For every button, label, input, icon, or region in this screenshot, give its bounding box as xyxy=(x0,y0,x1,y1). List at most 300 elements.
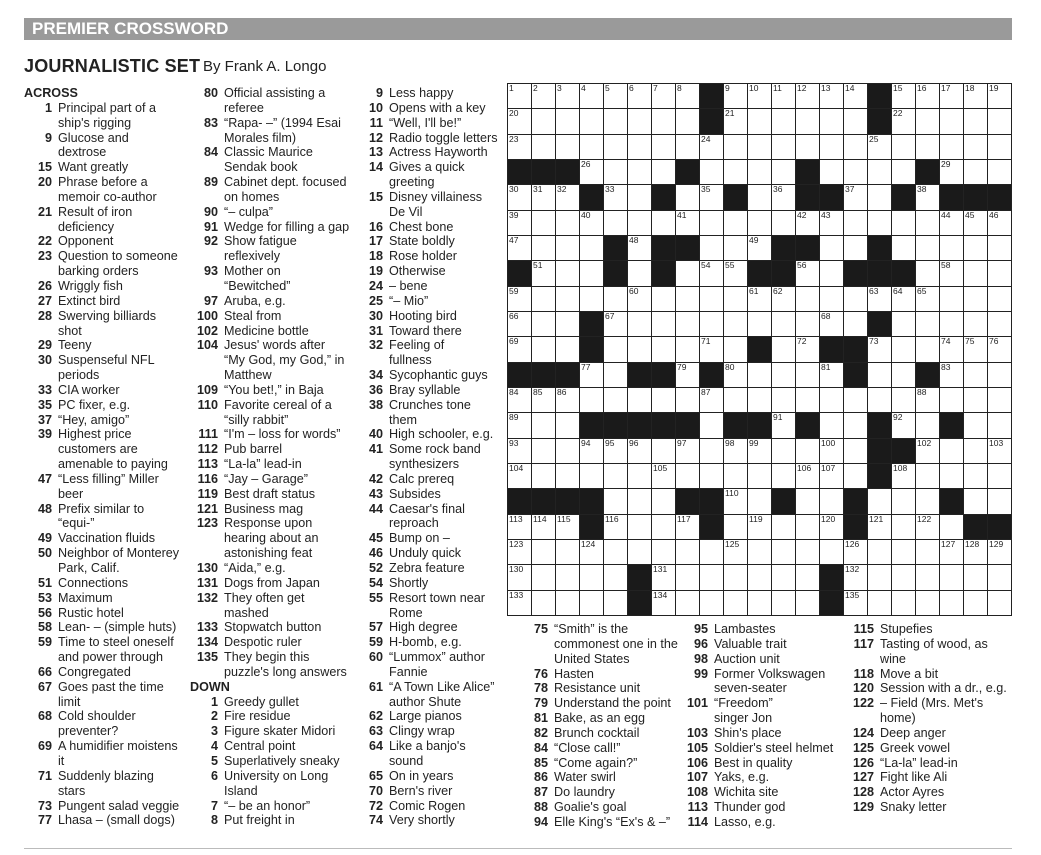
grid-cell[interactable] xyxy=(580,135,603,159)
grid-cell[interactable] xyxy=(604,160,627,184)
grid-cell[interactable] xyxy=(604,464,627,488)
grid-cell[interactable] xyxy=(988,287,1011,311)
grid-cell[interactable] xyxy=(892,236,915,260)
grid-cell[interactable] xyxy=(964,565,987,589)
grid-cell[interactable] xyxy=(988,211,1011,235)
grid-cell[interactable] xyxy=(508,337,531,361)
grid-cell[interactable] xyxy=(580,464,603,488)
grid-cell[interactable] xyxy=(724,515,747,539)
grid-cell[interactable] xyxy=(940,160,963,184)
grid-cell[interactable] xyxy=(604,84,627,108)
grid-cell[interactable] xyxy=(868,591,891,615)
grid-cell[interactable] xyxy=(604,439,627,463)
grid-cell[interactable] xyxy=(772,312,795,336)
grid-cell[interactable] xyxy=(580,565,603,589)
grid-cell[interactable] xyxy=(772,388,795,412)
grid-cell[interactable] xyxy=(652,211,675,235)
grid-cell[interactable] xyxy=(748,464,771,488)
grid-cell[interactable] xyxy=(916,565,939,589)
grid-cell[interactable] xyxy=(532,135,555,159)
grid-cell[interactable] xyxy=(748,236,771,260)
grid-cell[interactable] xyxy=(988,388,1011,412)
grid-cell[interactable] xyxy=(724,287,747,311)
grid-cell[interactable] xyxy=(796,515,819,539)
grid-cell[interactable] xyxy=(796,312,819,336)
grid-cell[interactable] xyxy=(748,363,771,387)
grid-cell[interactable] xyxy=(532,565,555,589)
grid-cell[interactable] xyxy=(844,439,867,463)
grid-cell[interactable] xyxy=(748,135,771,159)
grid-cell[interactable] xyxy=(964,489,987,513)
grid-cell[interactable] xyxy=(556,515,579,539)
grid-cell[interactable] xyxy=(916,591,939,615)
grid-cell[interactable] xyxy=(628,109,651,133)
grid-cell[interactable] xyxy=(724,439,747,463)
crossword-grid[interactable] xyxy=(507,83,1012,616)
grid-cell[interactable] xyxy=(940,565,963,589)
grid-cell[interactable] xyxy=(676,464,699,488)
grid-cell[interactable] xyxy=(772,591,795,615)
grid-cell[interactable] xyxy=(604,337,627,361)
grid-cell[interactable] xyxy=(964,337,987,361)
grid-cell[interactable] xyxy=(892,515,915,539)
grid-cell[interactable] xyxy=(532,84,555,108)
grid-cell[interactable] xyxy=(508,413,531,437)
grid-cell[interactable] xyxy=(940,591,963,615)
grid-cell[interactable] xyxy=(508,439,531,463)
grid-cell[interactable] xyxy=(868,337,891,361)
grid-cell[interactable] xyxy=(628,236,651,260)
grid-cell[interactable] xyxy=(988,464,1011,488)
grid-cell[interactable] xyxy=(676,287,699,311)
grid-cell[interactable] xyxy=(724,261,747,285)
grid-cell[interactable] xyxy=(844,185,867,209)
grid-cell[interactable] xyxy=(532,211,555,235)
grid-cell[interactable] xyxy=(580,287,603,311)
grid-cell[interactable] xyxy=(820,109,843,133)
grid-cell[interactable] xyxy=(508,135,531,159)
grid-cell[interactable] xyxy=(868,135,891,159)
grid-cell[interactable] xyxy=(724,337,747,361)
grid-cell[interactable] xyxy=(772,439,795,463)
grid-cell[interactable] xyxy=(988,337,1011,361)
grid-cell[interactable] xyxy=(724,388,747,412)
grid-cell[interactable] xyxy=(844,160,867,184)
grid-cell[interactable] xyxy=(748,439,771,463)
grid-cell[interactable] xyxy=(748,489,771,513)
grid-cell[interactable] xyxy=(892,287,915,311)
grid-cell[interactable] xyxy=(964,312,987,336)
grid-cell[interactable] xyxy=(628,287,651,311)
grid-cell[interactable] xyxy=(580,84,603,108)
grid-cell[interactable] xyxy=(676,439,699,463)
grid-cell[interactable] xyxy=(628,185,651,209)
grid-cell[interactable] xyxy=(868,388,891,412)
grid-cell[interactable] xyxy=(988,135,1011,159)
grid-cell[interactable] xyxy=(508,109,531,133)
grid-cell[interactable] xyxy=(508,565,531,589)
grid-cell[interactable] xyxy=(604,591,627,615)
grid-cell[interactable] xyxy=(820,388,843,412)
grid-cell[interactable] xyxy=(628,540,651,564)
grid-cell[interactable] xyxy=(556,337,579,361)
grid-cell[interactable] xyxy=(532,388,555,412)
grid-cell[interactable] xyxy=(868,565,891,589)
grid-cell[interactable] xyxy=(820,312,843,336)
grid-cell[interactable] xyxy=(916,388,939,412)
grid-cell[interactable] xyxy=(844,591,867,615)
grid-cell[interactable] xyxy=(940,135,963,159)
grid-cell[interactable] xyxy=(964,413,987,437)
grid-cell[interactable] xyxy=(772,540,795,564)
grid-cell[interactable] xyxy=(772,160,795,184)
grid-cell[interactable] xyxy=(892,211,915,235)
grid-cell[interactable] xyxy=(844,84,867,108)
grid-cell[interactable] xyxy=(796,211,819,235)
grid-cell[interactable] xyxy=(916,109,939,133)
grid-cell[interactable] xyxy=(556,591,579,615)
grid-cell[interactable] xyxy=(700,388,723,412)
grid-cell[interactable] xyxy=(772,287,795,311)
grid-cell[interactable] xyxy=(508,515,531,539)
grid-cell[interactable] xyxy=(724,363,747,387)
grid-cell[interactable] xyxy=(628,135,651,159)
grid-cell[interactable] xyxy=(940,84,963,108)
grid-cell[interactable] xyxy=(724,211,747,235)
grid-cell[interactable] xyxy=(892,312,915,336)
grid-cell[interactable] xyxy=(532,413,555,437)
grid-cell[interactable] xyxy=(532,540,555,564)
grid-cell[interactable] xyxy=(940,464,963,488)
grid-cell[interactable] xyxy=(748,211,771,235)
grid-cell[interactable] xyxy=(844,565,867,589)
grid-cell[interactable] xyxy=(796,489,819,513)
grid-cell[interactable] xyxy=(676,388,699,412)
grid-cell[interactable] xyxy=(892,160,915,184)
grid-cell[interactable] xyxy=(820,261,843,285)
grid-cell[interactable] xyxy=(916,287,939,311)
grid-cell[interactable] xyxy=(676,312,699,336)
grid-cell[interactable] xyxy=(964,211,987,235)
grid-cell[interactable] xyxy=(844,211,867,235)
grid-cell[interactable] xyxy=(796,135,819,159)
grid-cell[interactable] xyxy=(676,109,699,133)
grid-cell[interactable] xyxy=(988,312,1011,336)
grid-cell[interactable] xyxy=(652,565,675,589)
grid-cell[interactable] xyxy=(580,439,603,463)
grid-cell[interactable] xyxy=(940,515,963,539)
grid-cell[interactable] xyxy=(652,464,675,488)
grid-cell[interactable] xyxy=(724,464,747,488)
grid-cell[interactable] xyxy=(796,591,819,615)
grid-cell[interactable] xyxy=(796,84,819,108)
grid-cell[interactable] xyxy=(556,84,579,108)
grid-cell[interactable] xyxy=(556,413,579,437)
grid-cell[interactable] xyxy=(604,109,627,133)
grid-cell[interactable] xyxy=(724,236,747,260)
grid-cell[interactable] xyxy=(700,185,723,209)
grid-cell[interactable] xyxy=(748,565,771,589)
grid-cell[interactable] xyxy=(604,135,627,159)
grid-cell[interactable] xyxy=(748,515,771,539)
grid-cell[interactable] xyxy=(844,287,867,311)
grid-cell[interactable] xyxy=(556,439,579,463)
grid-cell[interactable] xyxy=(940,388,963,412)
grid-cell[interactable] xyxy=(964,591,987,615)
grid-cell[interactable] xyxy=(628,261,651,285)
grid-cell[interactable] xyxy=(916,540,939,564)
grid-cell[interactable] xyxy=(556,211,579,235)
grid-cell[interactable] xyxy=(508,540,531,564)
grid-cell[interactable] xyxy=(916,413,939,437)
grid-cell[interactable] xyxy=(580,160,603,184)
grid-cell[interactable] xyxy=(988,236,1011,260)
grid-cell[interactable] xyxy=(652,388,675,412)
grid-cell[interactable] xyxy=(820,211,843,235)
grid-cell[interactable] xyxy=(532,439,555,463)
grid-cell[interactable] xyxy=(724,135,747,159)
grid-cell[interactable] xyxy=(964,135,987,159)
grid-cell[interactable] xyxy=(940,337,963,361)
grid-cell[interactable] xyxy=(892,388,915,412)
grid-cell[interactable] xyxy=(988,261,1011,285)
grid-cell[interactable] xyxy=(652,591,675,615)
grid-cell[interactable] xyxy=(820,439,843,463)
grid-cell[interactable] xyxy=(892,464,915,488)
grid-cell[interactable] xyxy=(676,261,699,285)
grid-cell[interactable] xyxy=(628,489,651,513)
grid-cell[interactable] xyxy=(700,261,723,285)
grid-cell[interactable] xyxy=(700,337,723,361)
grid-cell[interactable] xyxy=(940,236,963,260)
grid-cell[interactable] xyxy=(892,337,915,361)
grid-cell[interactable] xyxy=(724,540,747,564)
grid-cell[interactable] xyxy=(796,287,819,311)
grid-cell[interactable] xyxy=(556,261,579,285)
grid-cell[interactable] xyxy=(916,464,939,488)
grid-cell[interactable] xyxy=(916,211,939,235)
grid-cell[interactable] xyxy=(796,565,819,589)
grid-cell[interactable] xyxy=(676,565,699,589)
grid-cell[interactable] xyxy=(508,591,531,615)
grid-cell[interactable] xyxy=(532,337,555,361)
grid-cell[interactable] xyxy=(532,236,555,260)
grid-cell[interactable] xyxy=(652,312,675,336)
grid-cell[interactable] xyxy=(700,464,723,488)
grid-cell[interactable] xyxy=(964,464,987,488)
grid-cell[interactable] xyxy=(652,439,675,463)
grid-cell[interactable] xyxy=(772,464,795,488)
grid-cell[interactable] xyxy=(940,363,963,387)
grid-cell[interactable] xyxy=(748,160,771,184)
grid-cell[interactable] xyxy=(868,185,891,209)
grid-cell[interactable] xyxy=(604,185,627,209)
grid-cell[interactable] xyxy=(772,515,795,539)
grid-cell[interactable] xyxy=(556,388,579,412)
grid-cell[interactable] xyxy=(940,439,963,463)
grid-cell[interactable] xyxy=(964,287,987,311)
grid-cell[interactable] xyxy=(556,464,579,488)
grid-cell[interactable] xyxy=(556,287,579,311)
grid-cell[interactable] xyxy=(652,515,675,539)
grid-cell[interactable] xyxy=(748,540,771,564)
grid-cell[interactable] xyxy=(556,565,579,589)
grid-cell[interactable] xyxy=(724,591,747,615)
grid-cell[interactable] xyxy=(508,185,531,209)
grid-cell[interactable] xyxy=(940,287,963,311)
grid-cell[interactable] xyxy=(604,211,627,235)
grid-cell[interactable] xyxy=(796,363,819,387)
grid-cell[interactable] xyxy=(700,160,723,184)
grid-cell[interactable] xyxy=(628,464,651,488)
grid-cell[interactable] xyxy=(844,464,867,488)
grid-cell[interactable] xyxy=(532,261,555,285)
grid-cell[interactable] xyxy=(892,489,915,513)
grid-cell[interactable] xyxy=(868,211,891,235)
grid-cell[interactable] xyxy=(628,337,651,361)
grid-cell[interactable] xyxy=(532,185,555,209)
grid-cell[interactable] xyxy=(772,109,795,133)
grid-cell[interactable] xyxy=(916,261,939,285)
grid-cell[interactable] xyxy=(724,565,747,589)
grid-cell[interactable] xyxy=(988,540,1011,564)
grid-cell[interactable] xyxy=(628,439,651,463)
grid-cell[interactable] xyxy=(892,413,915,437)
grid-cell[interactable] xyxy=(940,109,963,133)
grid-cell[interactable] xyxy=(772,135,795,159)
grid-cell[interactable] xyxy=(652,540,675,564)
grid-cell[interactable] xyxy=(652,287,675,311)
grid-cell[interactable] xyxy=(988,109,1011,133)
grid-cell[interactable] xyxy=(556,185,579,209)
grid-cell[interactable] xyxy=(652,109,675,133)
grid-cell[interactable] xyxy=(604,363,627,387)
grid-cell[interactable] xyxy=(724,109,747,133)
grid-cell[interactable] xyxy=(988,84,1011,108)
grid-cell[interactable] xyxy=(580,211,603,235)
grid-cell[interactable] xyxy=(868,287,891,311)
grid-cell[interactable] xyxy=(628,211,651,235)
grid-cell[interactable] xyxy=(988,565,1011,589)
grid-cell[interactable] xyxy=(916,337,939,361)
grid-cell[interactable] xyxy=(700,439,723,463)
grid-cell[interactable] xyxy=(772,211,795,235)
grid-cell[interactable] xyxy=(916,489,939,513)
grid-cell[interactable] xyxy=(724,84,747,108)
grid-cell[interactable] xyxy=(988,363,1011,387)
grid-cell[interactable] xyxy=(508,84,531,108)
grid-cell[interactable] xyxy=(532,312,555,336)
grid-cell[interactable] xyxy=(604,515,627,539)
grid-cell[interactable] xyxy=(724,312,747,336)
grid-cell[interactable] xyxy=(556,135,579,159)
grid-cell[interactable] xyxy=(604,312,627,336)
grid-cell[interactable] xyxy=(820,160,843,184)
grid-cell[interactable] xyxy=(748,312,771,336)
grid-cell[interactable] xyxy=(844,135,867,159)
grid-cell[interactable] xyxy=(916,135,939,159)
grid-cell[interactable] xyxy=(556,236,579,260)
grid-cell[interactable] xyxy=(796,439,819,463)
grid-cell[interactable] xyxy=(652,160,675,184)
grid-cell[interactable] xyxy=(676,515,699,539)
grid-cell[interactable] xyxy=(676,84,699,108)
grid-cell[interactable] xyxy=(916,312,939,336)
grid-cell[interactable] xyxy=(700,565,723,589)
grid-cell[interactable] xyxy=(772,185,795,209)
grid-cell[interactable] xyxy=(916,515,939,539)
grid-cell[interactable] xyxy=(892,135,915,159)
grid-cell[interactable] xyxy=(988,591,1011,615)
grid-cell[interactable] xyxy=(916,439,939,463)
grid-cell[interactable] xyxy=(604,489,627,513)
grid-cell[interactable] xyxy=(676,185,699,209)
grid-cell[interactable] xyxy=(652,84,675,108)
grid-cell[interactable] xyxy=(532,591,555,615)
grid-cell[interactable] xyxy=(580,109,603,133)
grid-cell[interactable] xyxy=(508,388,531,412)
grid-cell[interactable] xyxy=(604,287,627,311)
grid-cell[interactable] xyxy=(820,236,843,260)
grid-cell[interactable] xyxy=(796,540,819,564)
grid-cell[interactable] xyxy=(700,287,723,311)
grid-cell[interactable] xyxy=(892,84,915,108)
grid-cell[interactable] xyxy=(652,489,675,513)
grid-cell[interactable] xyxy=(724,160,747,184)
grid-cell[interactable] xyxy=(724,489,747,513)
grid-cell[interactable] xyxy=(628,388,651,412)
grid-cell[interactable] xyxy=(580,540,603,564)
grid-cell[interactable] xyxy=(652,337,675,361)
grid-cell[interactable] xyxy=(964,388,987,412)
grid-cell[interactable] xyxy=(988,160,1011,184)
grid-cell[interactable] xyxy=(748,591,771,615)
grid-cell[interactable] xyxy=(868,160,891,184)
grid-cell[interactable] xyxy=(772,413,795,437)
grid-cell[interactable] xyxy=(844,109,867,133)
grid-cell[interactable] xyxy=(508,312,531,336)
grid-cell[interactable] xyxy=(796,261,819,285)
grid-cell[interactable] xyxy=(508,287,531,311)
grid-cell[interactable] xyxy=(532,464,555,488)
grid-cell[interactable] xyxy=(844,236,867,260)
grid-cell[interactable] xyxy=(580,363,603,387)
grid-cell[interactable] xyxy=(820,84,843,108)
grid-cell[interactable] xyxy=(700,591,723,615)
grid-cell[interactable] xyxy=(964,109,987,133)
grid-cell[interactable] xyxy=(748,84,771,108)
grid-cell[interactable] xyxy=(892,565,915,589)
grid-cell[interactable] xyxy=(940,312,963,336)
grid-cell[interactable] xyxy=(820,489,843,513)
grid-cell[interactable] xyxy=(772,565,795,589)
grid-cell[interactable] xyxy=(700,135,723,159)
grid-cell[interactable] xyxy=(508,464,531,488)
grid-cell[interactable] xyxy=(916,236,939,260)
grid-cell[interactable] xyxy=(964,84,987,108)
grid-cell[interactable] xyxy=(580,261,603,285)
grid-cell[interactable] xyxy=(748,388,771,412)
grid-cell[interactable] xyxy=(916,84,939,108)
grid-cell[interactable] xyxy=(820,540,843,564)
grid-cell[interactable] xyxy=(940,211,963,235)
grid-cell[interactable] xyxy=(700,413,723,437)
grid-cell[interactable] xyxy=(676,591,699,615)
grid-cell[interactable] xyxy=(772,337,795,361)
grid-cell[interactable] xyxy=(916,185,939,209)
grid-cell[interactable] xyxy=(700,312,723,336)
grid-cell[interactable] xyxy=(964,363,987,387)
